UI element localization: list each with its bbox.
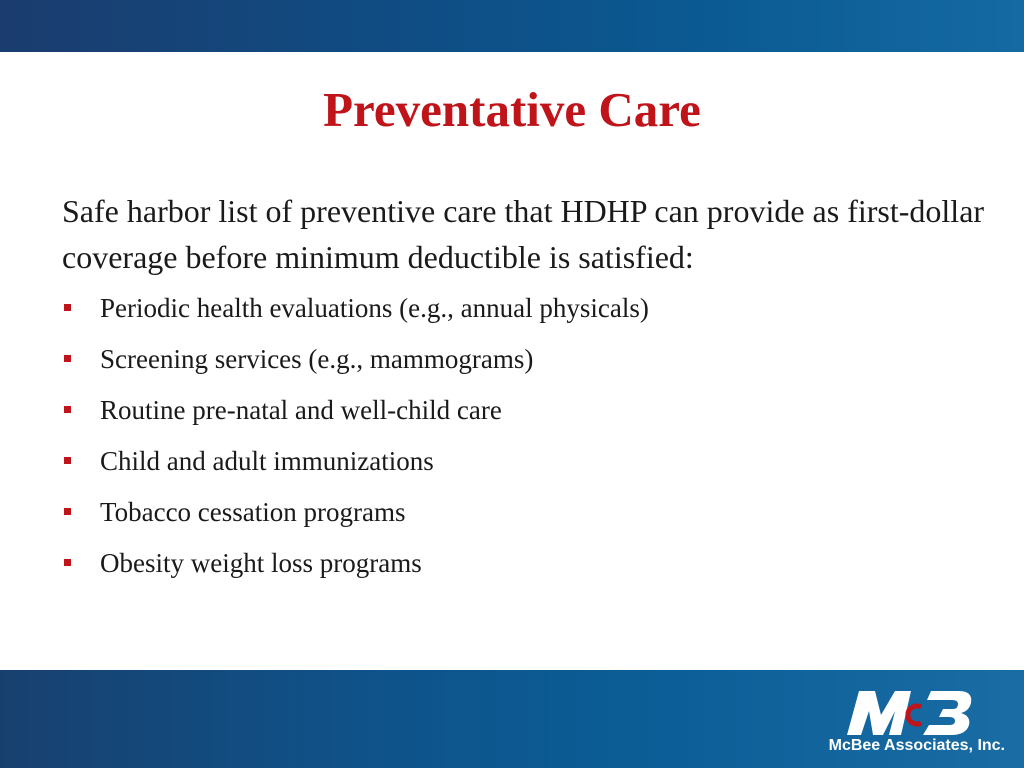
mcb-logo-mark-icon [845,685,975,737]
company-logo [815,685,1005,760]
bullet-text: Tobacco cessation programs [100,497,406,527]
intro-text: Safe harbor list of preventive care that HDHP can provide as first-dollar coverage before minimum deductible is satisfied: [62,193,985,275]
bullet-item [62,288,992,339]
bullet-square-icon [64,304,71,311]
bullet-square-icon [64,559,71,566]
bullet-text: Obesity weight loss programs [100,548,422,578]
bullet-item [62,390,992,441]
bullet-text: Routine pre-natal and well-child care [100,395,502,425]
bullet-item [62,492,992,543]
bullet-item [62,339,992,390]
bullet-square-icon [64,406,71,413]
bullet-text: Screening services (e.g., mammograms) [100,344,534,374]
bullet-text: Child and adult immunizations [100,446,434,476]
bullet-square-icon [64,355,71,362]
bullet-item [62,543,992,594]
bullet-item [62,441,992,492]
bullet-list [62,288,992,594]
bullet-square-icon [64,457,71,464]
top-band [0,0,1024,52]
company-name: McBee Associates, Inc. [828,737,1005,754]
slide-title: Preventative Care [323,82,701,137]
bullet-square-icon [64,508,71,515]
bullet-text: Periodic health evaluations (e.g., annual physicals) [100,293,649,323]
